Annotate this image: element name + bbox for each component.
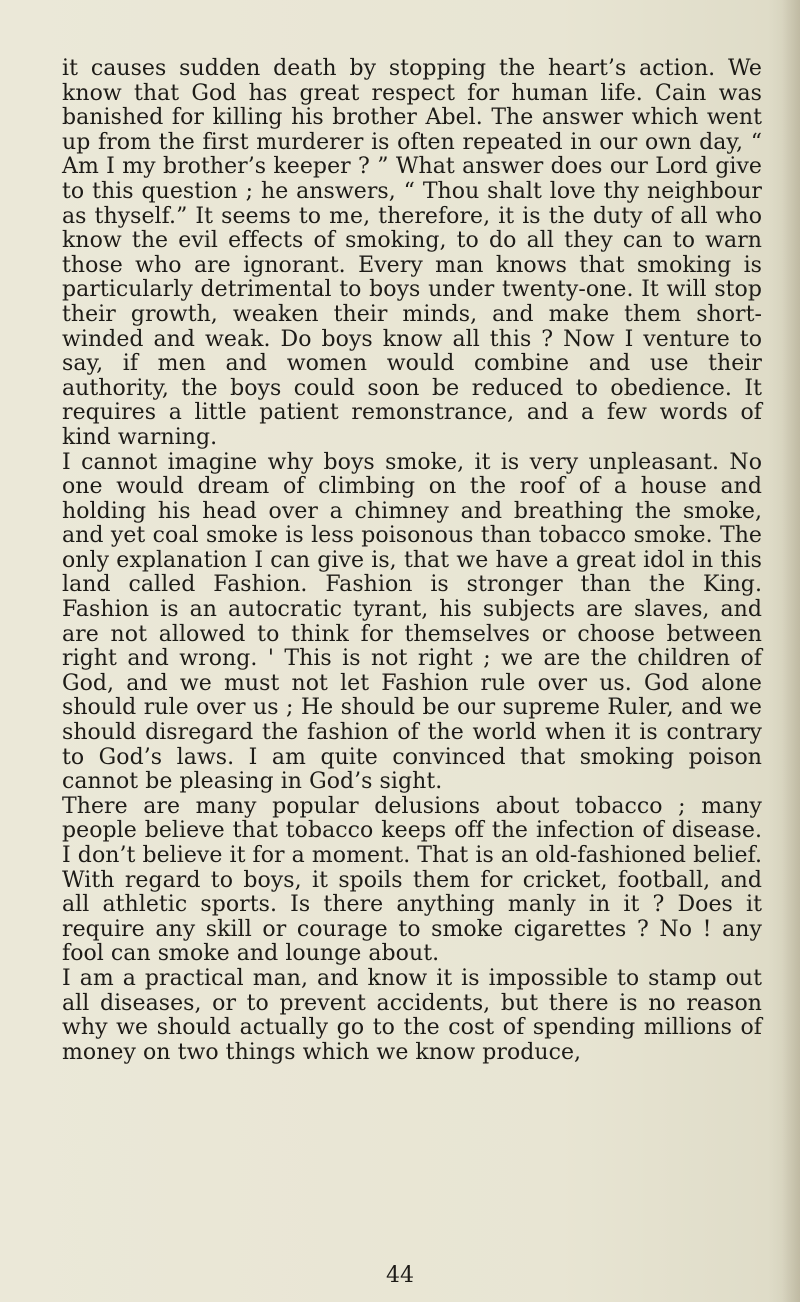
body-text [62, 57, 762, 1065]
page-edge-shadow [782, 0, 800, 1302]
page-number: 44 [386, 1263, 414, 1288]
paragraph-2: I cannot imagine why boys smoke, it is very unpleasant. No one would dream of climbing on the roof of a house and holding his head over a chimney and breathing the smoke, and yet coal smoke is less poisonous than tobacco smoke. The only explanation I can give is, that we have a great idol in this land called Fashion. Fashion is stronger than the King. Fashion is an autocratic tyrant, his subjects are slaves, and are not allowed to think for themselves or choose between right and wrong. ' This is not right ; we are the children of God, and we must not let Fashion rule over us. God alone should rule over us ; He should be our supreme Ruler, and we should disregard the fashion of the world when it is contrary to God’s laws. I am quite convinced that smoking poison cannot be pleasing in God’s sight. [62, 449, 762, 795]
paragraph-1: it causes sudden death by stopping the heart’s action. We know that God has great respect for human life. Cain was banished for killing his brother Abel. The answer which went up from the first murderer is often repeated in our own day, “ Am I my brother’s keeper ? ” What answer does our Lord give to this question ; he answers, “ Thou shalt love thy neighbour as thyself.” It seems to me, therefore, it is the duty of all who know the evil effects of smoking, to do all they can to warn those who are ignorant. Every man knows that smoking is particularly detrimental to boys under twenty-one. It will stop their growth, weaken their minds, and make them short-winded and weak. Do boys know all this ? Now I venture to say, if men and women would combine and use their authority, the boys could soon be reduced to obedience. It requires a little patient remonstrance, and a few words of kind warning. [62, 56, 762, 450]
paragraph-4: I am a practical man, and know it is impossible to stamp out all diseases, or to prevent accidents, but there is no reason why we should actually go to the cost of spending millions of money on two things which we know produce, [62, 965, 762, 1065]
paragraph-3: There are many popular delusions about tobacco ; many people believe that tobacco keeps off the infection of disease. I don’t believe it for a moment. That is an old-fashioned belief. With regard to boys, it spoils them for cricket, football, and all athletic sports. Is there anything manly in it ? Does it require any skill or courage to smoke cigarettes ? No ! any fool can smoke and lounge about. [62, 793, 762, 967]
